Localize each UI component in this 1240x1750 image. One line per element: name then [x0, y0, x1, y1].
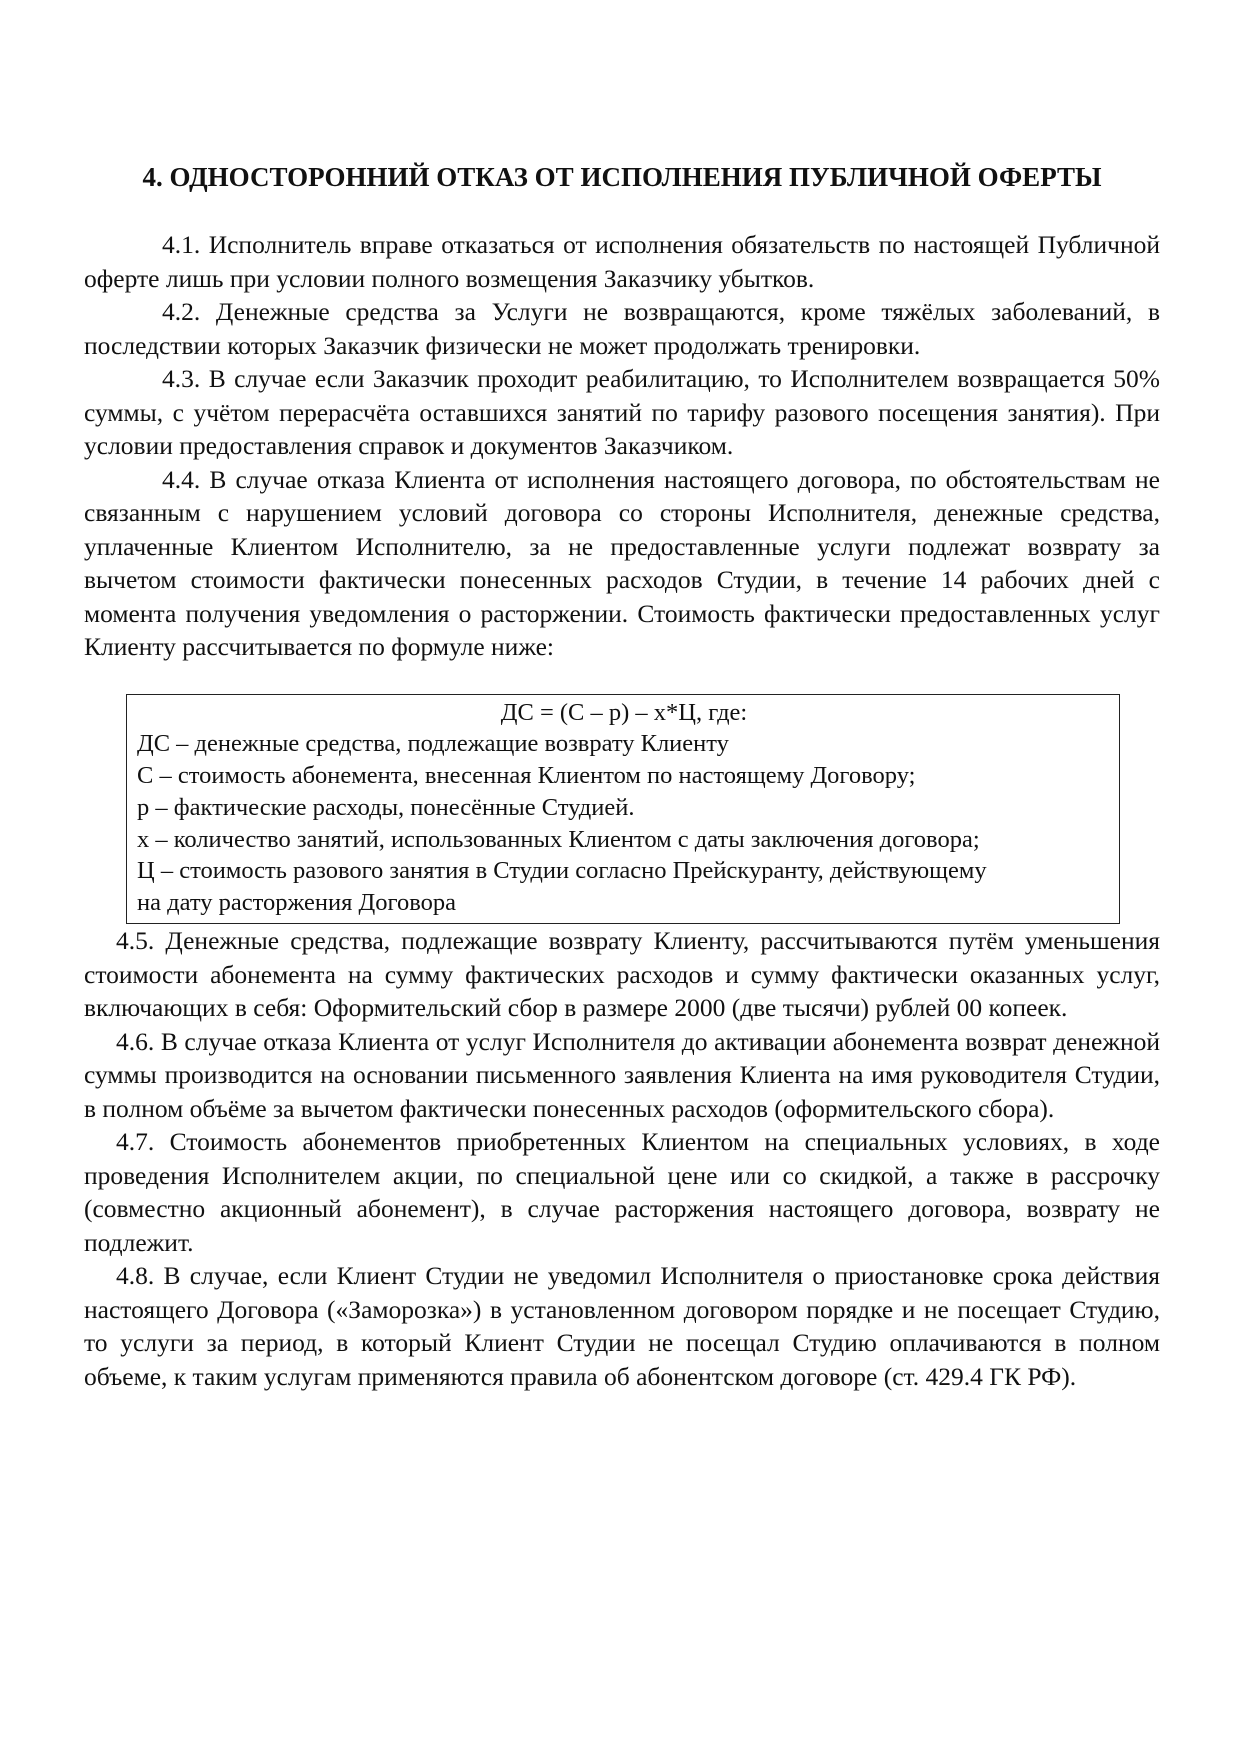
- formula-legend-line: ДС – денежные средства, подлежащие возврату Клиенту: [137, 730, 729, 758]
- formula-equation: ДС = (С – р) – х*Ц, где:: [500, 698, 748, 726]
- formula-legend-line: х – количество занятий, использованных Клиентом с даты заключения договора;: [137, 825, 980, 853]
- formula-box: [126, 694, 1120, 925]
- section-title: 4. ОДНОСТОРОННИЙ ОТКАЗ ОТ ИСПОЛНЕНИЯ ПУБЛИЧНОЙ ОФЕРТЫ: [142, 162, 1102, 192]
- clause-4-3: 4.3. В случае если Заказчик проходит реабилитацию, то Исполнителем возвращается 50% суммы, с учётом перерасчёта оставшихся занятий по тарифу разового посещения занятия). При условии предоставления справок и документов Заказчиком.: [84, 364, 1160, 460]
- clause-4-5: 4.5. Денежные средства, подлежащие возврату Клиенту, рассчитываются путём уменьшения стоимости абонемента на сумму фактических расходов и сумму фактически оказанных услуг, включающих в себя: Оформительский сбор в размере 2000 (две тысячи) рублей 00 копеек.: [84, 926, 1160, 1023]
- formula-legend-line: Ц – стоимость разового занятия в Студии согласно Прейскуранту, действующему: [137, 857, 987, 885]
- clause-4-4: 4.4. В случае отказа Клиента от исполнения настоящего договора, по обстоятельствам не связанным с нарушением условий договора со стороны Исполнителя, денежные средства, уплаченные Клиентом Исполнителю, за не предоставленные услуги подлежат возврату за вычетом стоимости фактически понесенных расходов Студии, в течение 14 рабочих дней с момента получения уведомления о расторжении. Стоимость фактически предоставленных услуг Клиенту рассчитывается по формуле ниже:: [84, 464, 1160, 661]
- clause-4-2: 4.2. Денежные средства за Услуги не возвращаются, кроме тяжёлых заболеваний, в последствии которых Заказчик физически не может продолжать тренировки.: [84, 297, 1160, 360]
- clause-4-7: 4.7. Стоимость абонементов приобретенных Клиентом на специальных условиях, в ходе проведения Исполнителем акции, по специальной цене или со скидкой, а также в рассрочку (совместно акционный абонемент), в случае расторжения настоящего договора, возврату не подлежит.: [84, 1127, 1160, 1257]
- document-page: [84, 160, 1160, 1393]
- clause-4-8: 4.8. В случае, если Клиент Студии не уведомил Исполнителя о приостановке срока действия настоящего Договора («Заморозка») в установленном договором порядке и не посещает Студию, то услуги за период, в который Клиент Студии не посещал Студию оплачиваются в полном объеме, к таким услугам применяются правила об абонентском договоре (ст. 429.4 ГК РФ).: [84, 1261, 1160, 1391]
- formula-legend-line: р – фактические расходы, понесённые Студией.: [137, 793, 635, 821]
- formula-legend-line: на дату расторжения Договора: [137, 889, 456, 917]
- formula-legend-line: С – стоимость абонемента, внесенная Клиентом по настоящему Договору;: [137, 762, 916, 790]
- clause-4-6: 4.6. В случае отказа Клиента от услуг Исполнителя до активации абонемента возврат денежной суммы производится на основании письменного заявления Клиента на имя руководителя Студии, в полном объёме за вычетом фактически понесенных расходов (оформительского сбора).: [84, 1026, 1160, 1123]
- clause-4-1: 4.1. Исполнитель вправе отказаться от исполнения обязательств по настоящей Публичной оферте лишь при условии полного возмещения Заказчику убытков.: [84, 230, 1160, 293]
